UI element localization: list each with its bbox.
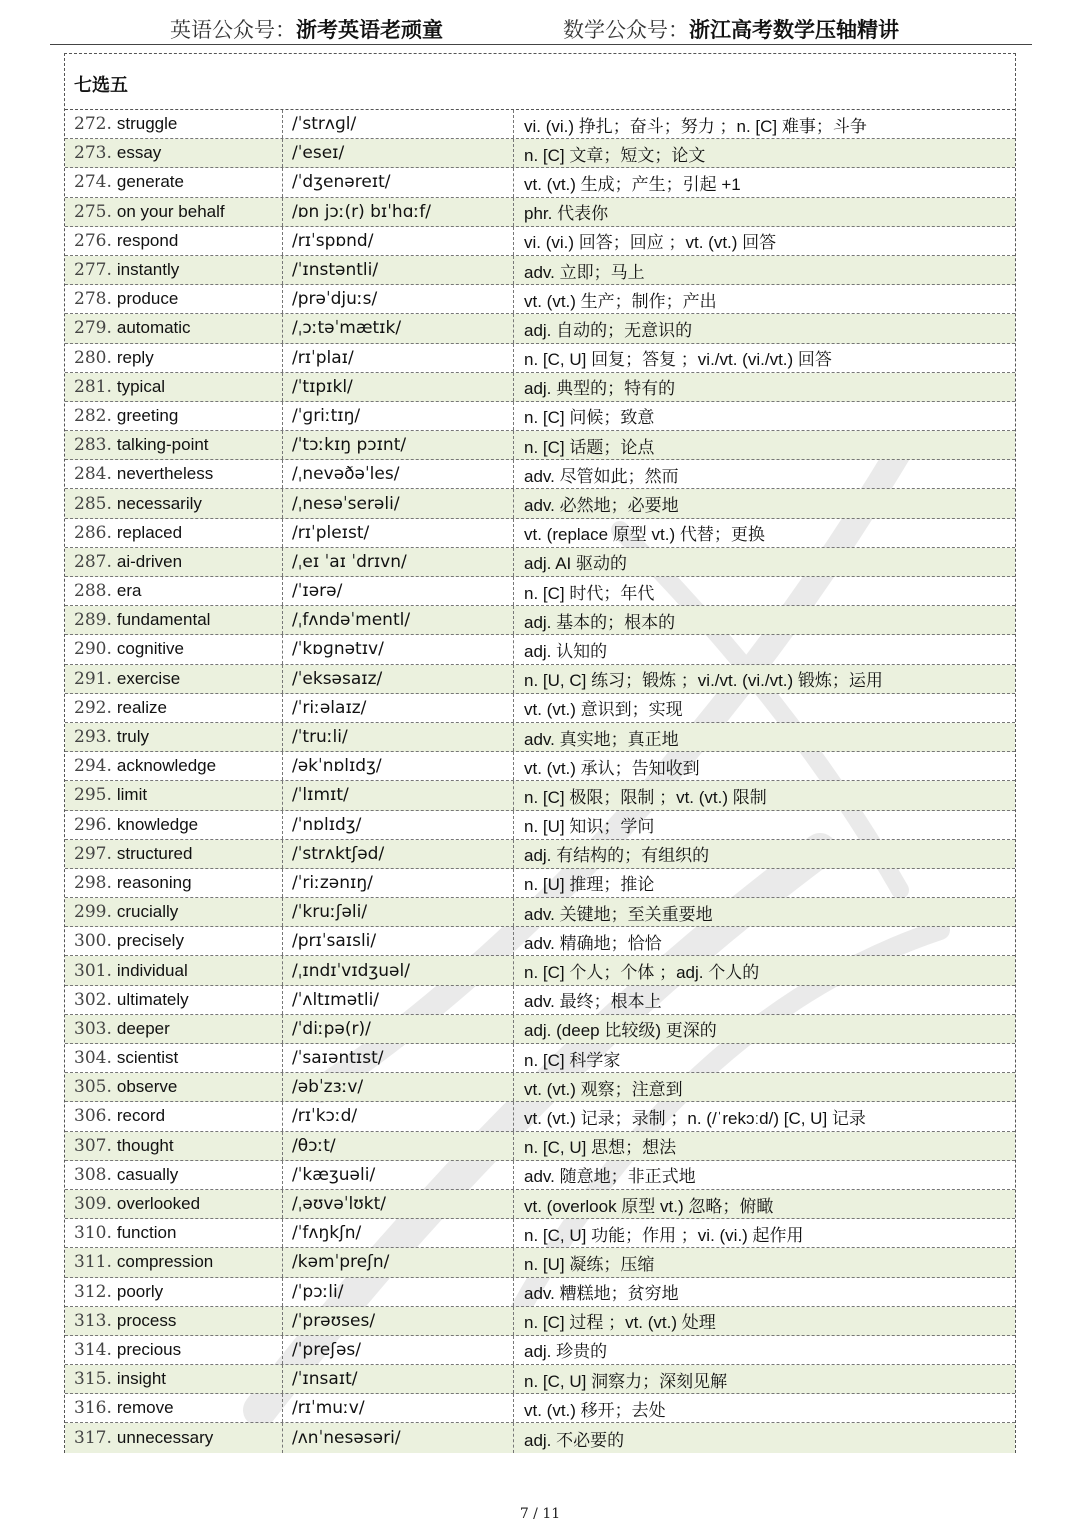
entry-word: overlooked (116, 1194, 201, 1214)
entry-word: struggle (116, 114, 178, 134)
table-row (65, 694, 1015, 723)
word-cell (65, 665, 283, 693)
english-account-label (170, 14, 443, 44)
table-row (65, 1365, 1015, 1394)
definition-cell: adv. 最终；根本上 (524, 992, 662, 1012)
entry-word: realize (116, 697, 167, 717)
entry-number: 300. (74, 931, 112, 952)
word-cell (65, 752, 283, 780)
entry-word: exercise (116, 668, 181, 688)
entry-number: 301. (74, 960, 112, 981)
word-cell (65, 577, 283, 605)
entry-word: on your behalf (116, 201, 225, 221)
entry-number: 282. (74, 405, 112, 426)
table-row (65, 168, 1015, 197)
entry-word: thought (116, 1135, 174, 1155)
word-cell (65, 168, 283, 196)
word-cell (65, 489, 283, 517)
word-cell (65, 198, 283, 226)
definition-cell: vt. (vt.) 承认；告知收到 (524, 758, 700, 778)
entry-word: fundamental (116, 610, 211, 630)
phonetic-cell: /prəˈdjuːs/ (283, 285, 514, 313)
phonetic-cell: /ˈkruːʃəli/ (283, 898, 514, 926)
entry-number: 283. (74, 435, 112, 456)
table-row (65, 986, 1015, 1015)
definition-cell: vt. (vt.) 观察；注意到 (524, 1079, 683, 1099)
phonetic-cell: /ˌɪndɪˈvɪdʒuəl/ (283, 956, 514, 984)
table-row (65, 110, 1015, 139)
entry-word: generate (116, 172, 184, 192)
word-cell (65, 927, 283, 955)
word-cell (65, 256, 283, 284)
definition-cell: n. [C] 话题；论点 (524, 437, 655, 457)
entry-word: limit (116, 785, 148, 805)
entry-number: 273. (74, 143, 112, 164)
word-cell (65, 1015, 283, 1043)
entry-number: 278. (74, 289, 112, 310)
word-cell (65, 1190, 283, 1218)
word-cell (65, 1365, 283, 1393)
phonetic-cell: /ˈpɔːli/ (283, 1278, 514, 1306)
entry-word: essay (116, 143, 162, 163)
entry-number: 288. (74, 581, 112, 602)
entry-number: 303. (74, 1018, 112, 1039)
phonetic-cell: /ɒn jɔː(r) bɪˈhɑːf/ (283, 198, 514, 226)
entry-number: 297. (74, 843, 112, 864)
entry-number: 289. (74, 610, 112, 631)
definition-cell: adj. 不必要的 (524, 1430, 625, 1450)
word-cell (65, 723, 283, 751)
definition-cell: adv. 糟糕地；贫穷地 (524, 1284, 679, 1304)
word-cell (65, 635, 283, 663)
definition-cell: n. [U] 推理；推论 (524, 875, 655, 895)
entry-word: truly (116, 727, 149, 747)
entry-word: compression (116, 1252, 214, 1272)
phonetic-cell: /ˈkæʒuəli/ (283, 1161, 514, 1189)
section-title-row (65, 54, 1015, 110)
phonetic-cell: /ˈɡriːtɪŋ/ (283, 402, 514, 430)
entry-word: individual (116, 960, 188, 980)
phonetic-cell: /ˈprəʊses/ (283, 1307, 514, 1335)
phonetic-cell: /ˈkɒɡnətɪv/ (283, 635, 514, 663)
table-row (65, 1190, 1015, 1219)
word-cell (65, 285, 283, 313)
entry-number: 272. (74, 114, 112, 135)
table-row (65, 869, 1015, 898)
entry-word: necessarily (116, 493, 202, 513)
word-cell (65, 402, 283, 430)
phonetic-cell: /ˌnesəˈserəli/ (283, 489, 514, 517)
definition-cell: adv. 立即；马上 (524, 262, 645, 282)
table-row (65, 1219, 1015, 1248)
definition-cell: adj. 有结构的；有组织的 (524, 846, 710, 866)
entry-number: 312. (74, 1281, 112, 1302)
entry-number: 304. (74, 1048, 112, 1069)
phonetic-cell: /ˈɪnstəntli/ (283, 256, 514, 284)
table-row (65, 1073, 1015, 1102)
entry-number: 314. (74, 1339, 112, 1360)
phonetic-cell: /ˈstrʌɡl/ (283, 110, 514, 138)
entry-number: 280. (74, 347, 112, 368)
entry-number: 284. (74, 464, 112, 485)
phonetic-cell: /ˈɪnsaɪt/ (283, 1365, 514, 1393)
entry-number: 286. (74, 522, 112, 543)
entry-number: 296. (74, 814, 112, 835)
table-row (65, 1044, 1015, 1073)
phonetic-cell: /ˌɔːtəˈmætɪk/ (283, 314, 514, 342)
table-row (65, 665, 1015, 694)
entry-word: cognitive (116, 639, 184, 659)
definition-cell: adv. 真实地；真正地 (524, 729, 679, 749)
math-account-label (563, 14, 899, 44)
phonetic-cell: /ˌəʊvəˈlʊkt/ (283, 1190, 514, 1218)
table-row (65, 227, 1015, 256)
table-row (65, 1423, 1015, 1452)
definition-cell: adj. AI 驱动的 (524, 554, 627, 574)
definition-cell: n. [C] 文章；短文；论文 (524, 145, 706, 165)
definition-cell: adv. 关键地；至关重要地 (524, 904, 713, 924)
entry-word: unnecessary (116, 1428, 214, 1448)
phonetic-cell: /rɪˈkɔːd/ (283, 1102, 514, 1130)
definition-cell: vt. (vt.) 意识到；实现 (524, 700, 683, 720)
word-cell (65, 1102, 283, 1130)
definition-cell: adj. 认知的 (524, 641, 608, 661)
entry-number: 281. (74, 376, 112, 397)
table-row (65, 489, 1015, 518)
word-cell (65, 460, 283, 488)
table-row (65, 1102, 1015, 1131)
english-account-name: 浙考英语老顽童 (296, 17, 443, 42)
phonetic-cell: /əbˈzɜːv/ (283, 1073, 514, 1101)
entry-word: greeting (116, 405, 179, 425)
definition-cell: vt. (vt.) 记录；录制 ；n. (/ˈrekɔːd/) [C, U] 记录 (524, 1108, 866, 1128)
table-row (65, 927, 1015, 956)
word-cell (65, 606, 283, 634)
word-cell (65, 1219, 283, 1247)
phonetic-cell: /ˈʌltɪmətli/ (283, 986, 514, 1014)
word-cell (65, 548, 283, 576)
entry-word: ultimately (116, 989, 189, 1009)
entry-word: structured (116, 843, 193, 863)
phonetic-cell: /ˈeksəsaɪz/ (283, 665, 514, 693)
entry-number: 285. (74, 493, 112, 514)
phonetic-cell: /ˈlɪmɪt/ (283, 781, 514, 809)
page-number: 7 / 11 (519, 1506, 561, 1522)
table-row (65, 285, 1015, 314)
entry-word: observe (116, 1077, 178, 1097)
table-row (65, 1248, 1015, 1277)
definition-cell: adv. 尽管如此；然而 (524, 466, 679, 486)
definition-cell: n. [C] 极限；限制 ；vt. (vt.) 限制 (524, 787, 767, 807)
table-row (65, 840, 1015, 869)
definition-cell: n. [U, C] 练习；锻炼 ；vi./vt. (vi./vt.) 锻炼；运用 (524, 671, 883, 691)
entry-number: 316. (74, 1398, 112, 1419)
word-cell (65, 898, 283, 926)
word-cell (65, 1307, 283, 1335)
table-row (65, 373, 1015, 402)
entry-number: 307. (74, 1135, 112, 1156)
definition-cell: adv. 必然地；必要地 (524, 496, 679, 516)
table-row (65, 139, 1015, 168)
entry-number: 277. (74, 260, 112, 281)
vocabulary-table (64, 53, 1016, 1453)
phonetic-cell: /ˌnevəðəˈles/ (283, 460, 514, 488)
entry-word: deeper (116, 1018, 170, 1038)
phonetic-cell: /əkˈnɒlɪdʒ/ (283, 752, 514, 780)
entry-word: remove (116, 1398, 174, 1418)
phonetic-cell: /ˈtɔːkɪŋ pɔɪnt/ (283, 431, 514, 459)
phonetic-cell: /ˈɪərə/ (283, 577, 514, 605)
definition-cell: adj. (deep 比较级) 更深的 (524, 1021, 717, 1041)
definition-cell: adj. 珍贵的 (524, 1342, 608, 1362)
word-cell (65, 110, 283, 138)
header-divider (50, 44, 1032, 45)
table-row (65, 402, 1015, 431)
entry-number: 299. (74, 902, 112, 923)
phonetic-cell: /θɔːt/ (283, 1132, 514, 1160)
entry-word: poorly (116, 1281, 164, 1301)
entry-word: automatic (116, 318, 191, 338)
definition-cell: vt. (vt.) 生产；制作；产出 (524, 291, 717, 311)
entry-number: 291. (74, 668, 112, 689)
definition-cell: vt. (replace 原型 vt.) 代替；更换 (524, 525, 765, 545)
phonetic-cell: /ˈnɒlɪdʒ/ (283, 811, 514, 839)
entry-number: 295. (74, 785, 112, 806)
phonetic-cell: /ˌeɪ ˈaɪ ˈdrɪvn/ (283, 548, 514, 576)
table-row (65, 1015, 1015, 1044)
definition-cell: vt. (vt.) 移开；去处 (524, 1400, 666, 1420)
table-row (65, 752, 1015, 781)
definition-cell: phr. 代表你 (524, 204, 609, 224)
definition-cell: n. [C, U] 回复；答复 ；vi./vt. (vi./vt.) 回答 (524, 350, 832, 370)
entry-number: 292. (74, 697, 112, 718)
phonetic-cell: /ˈeseɪ/ (283, 139, 514, 167)
phonetic-cell: /ˈriːzənɪŋ/ (283, 869, 514, 897)
table-row (65, 519, 1015, 548)
word-cell (65, 1394, 283, 1422)
entry-word: crucially (116, 902, 179, 922)
entry-word: nevertheless (116, 464, 214, 484)
entry-number: 308. (74, 1164, 112, 1185)
phonetic-cell: /rɪˈpleɪst/ (283, 519, 514, 547)
word-cell (65, 1161, 283, 1189)
word-cell (65, 1044, 283, 1072)
entry-word: acknowledge (116, 756, 217, 776)
phonetic-cell: /rɪˈspɒnd/ (283, 227, 514, 255)
math-account-name: 浙江高考数学压轴精讲 (689, 17, 899, 42)
definition-cell: n. [C, U] 功能；作用 ；vi. (vi.) 起作用 (524, 1225, 804, 1245)
phonetic-cell: /ˈfʌŋkʃn/ (283, 1219, 514, 1247)
phonetic-cell: /ʌnˈnesəsəri/ (283, 1423, 514, 1452)
entry-number: 298. (74, 872, 112, 893)
table-row (65, 781, 1015, 810)
word-cell (65, 1073, 283, 1101)
entry-word: function (116, 1223, 177, 1243)
entry-word: replaced (116, 522, 183, 542)
definition-cell: vi. (vi.) 挣扎；奋斗；努力 ；n. [C] 难事；斗争 (524, 116, 867, 136)
entry-number: 279. (74, 318, 112, 339)
table-row (65, 314, 1015, 343)
word-cell (65, 1423, 283, 1452)
entry-word: casually (116, 1164, 179, 1184)
word-cell (65, 519, 283, 547)
entry-word: knowledge (116, 814, 199, 834)
table-row (65, 635, 1015, 664)
entry-number: 317. (74, 1428, 112, 1449)
vocabulary-rows (65, 110, 1015, 1453)
table-row (65, 548, 1015, 577)
definition-cell: vt. (overlook 原型 vt.) 忽略；俯瞰 (524, 1196, 774, 1216)
word-cell (65, 1278, 283, 1306)
entry-word: talking-point (116, 435, 209, 455)
entry-number: 310. (74, 1223, 112, 1244)
phonetic-cell: /kəmˈpreʃn/ (283, 1248, 514, 1276)
definition-cell: adv. 精确地；恰恰 (524, 933, 662, 953)
word-cell (65, 781, 283, 809)
entry-number: 275. (74, 201, 112, 222)
word-cell (65, 314, 283, 342)
word-cell (65, 344, 283, 372)
entry-word: ai-driven (116, 551, 183, 571)
table-row (65, 1307, 1015, 1336)
page-header (0, 14, 1080, 44)
word-cell (65, 694, 283, 722)
definition-cell: n. [U] 凝练；压缩 (524, 1254, 655, 1274)
entry-number: 315. (74, 1369, 112, 1390)
entry-number: 306. (74, 1106, 112, 1127)
entry-word: precious (116, 1339, 182, 1359)
entry-word: reply (116, 347, 154, 367)
phonetic-cell: /ˈriːəlaɪz/ (283, 694, 514, 722)
word-cell (65, 1248, 283, 1276)
word-cell (65, 431, 283, 459)
phonetic-cell: /ˈpreʃəs/ (283, 1336, 514, 1364)
entry-number: 309. (74, 1194, 112, 1215)
table-row (65, 256, 1015, 285)
definition-cell: n. [C] 过程 ；vt. (vt.) 处理 (524, 1313, 716, 1333)
word-cell (65, 227, 283, 255)
phonetic-cell: /ˈtɪpɪkl/ (283, 373, 514, 401)
table-row (65, 577, 1015, 606)
table-row (65, 811, 1015, 840)
phonetic-cell: /ˈtruːli/ (283, 723, 514, 751)
table-row (65, 460, 1015, 489)
definition-cell: n. [U] 知识；学问 (524, 817, 655, 837)
table-row (65, 431, 1015, 460)
table-row (65, 198, 1015, 227)
definition-cell: adj. 自动的；无意识的 (524, 320, 693, 340)
entry-number: 290. (74, 639, 112, 660)
definition-cell: n. [C] 时代；年代 (524, 583, 655, 603)
english-account-prefix: 英语公众号： (170, 18, 296, 42)
phonetic-cell: /prɪˈsaɪsli/ (283, 927, 514, 955)
phonetic-cell: /ˈdʒenəreɪt/ (283, 168, 514, 196)
definition-cell: n. [C] 问候；致意 (524, 408, 655, 428)
table-row (65, 344, 1015, 373)
phonetic-cell: /ˈdiːpə(r)/ (283, 1015, 514, 1043)
word-cell (65, 1336, 283, 1364)
table-row (65, 723, 1015, 752)
entry-word: scientist (116, 1048, 179, 1068)
table-row (65, 1132, 1015, 1161)
entry-number: 294. (74, 756, 112, 777)
definition-cell: vt. (vt.) 生成；产生；引起 +1 (524, 174, 741, 194)
math-account-prefix: 数学公众号： (563, 18, 689, 42)
section-title: 七选五 (74, 75, 128, 96)
entry-word: typical (116, 376, 166, 396)
table-row (65, 1394, 1015, 1423)
definition-cell: adj. 基本的；根本的 (524, 612, 676, 632)
entry-word: produce (116, 289, 179, 309)
entry-number: 287. (74, 551, 112, 572)
phonetic-cell: /ˈstrʌktʃəd/ (283, 840, 514, 868)
word-cell (65, 986, 283, 1014)
entry-number: 311. (74, 1252, 112, 1273)
table-row (65, 606, 1015, 635)
entry-word: respond (116, 230, 179, 250)
entry-number: 302. (74, 989, 112, 1010)
entry-word: record (116, 1106, 166, 1126)
word-cell (65, 373, 283, 401)
entry-number: 313. (74, 1310, 112, 1331)
word-cell (65, 811, 283, 839)
phonetic-cell: /rɪˈplaɪ/ (283, 344, 514, 372)
entry-number: 276. (74, 230, 112, 251)
phonetic-cell: /ˌfʌndəˈmentl/ (283, 606, 514, 634)
table-row (65, 1336, 1015, 1365)
entry-word: era (116, 581, 142, 601)
definition-cell: n. [C, U] 洞察力；深刻见解 (524, 1371, 728, 1391)
entry-number: 293. (74, 727, 112, 748)
entry-number: 305. (74, 1077, 112, 1098)
phonetic-cell: /ˈsaɪəntɪst/ (283, 1044, 514, 1072)
entry-word: process (116, 1310, 177, 1330)
table-row (65, 1278, 1015, 1307)
definition-cell: vi. (vi.) 回答；回应 ；vt. (vt.) 回答 (524, 233, 777, 253)
entry-word: instantly (116, 260, 180, 280)
entry-number: 274. (74, 172, 112, 193)
phonetic-cell: /rɪˈmuːv/ (283, 1394, 514, 1422)
word-cell (65, 1132, 283, 1160)
word-cell (65, 869, 283, 897)
definition-cell: adv. 随意地；非正式地 (524, 1167, 696, 1187)
entry-word: insight (116, 1369, 166, 1389)
word-cell (65, 139, 283, 167)
table-row (65, 956, 1015, 985)
word-cell (65, 956, 283, 984)
definition-cell: n. [C] 科学家 (524, 1050, 621, 1070)
table-row (65, 1161, 1015, 1190)
definition-cell: n. [C, U] 思想；想法 (524, 1138, 677, 1158)
word-cell (65, 840, 283, 868)
entry-word: reasoning (116, 872, 192, 892)
definition-cell: n. [C] 个人；个体 ；adj. 个人的 (524, 963, 760, 983)
table-row (65, 898, 1015, 927)
definition-cell: adj. 典型的；特有的 (524, 379, 676, 399)
entry-word: precisely (116, 931, 184, 951)
